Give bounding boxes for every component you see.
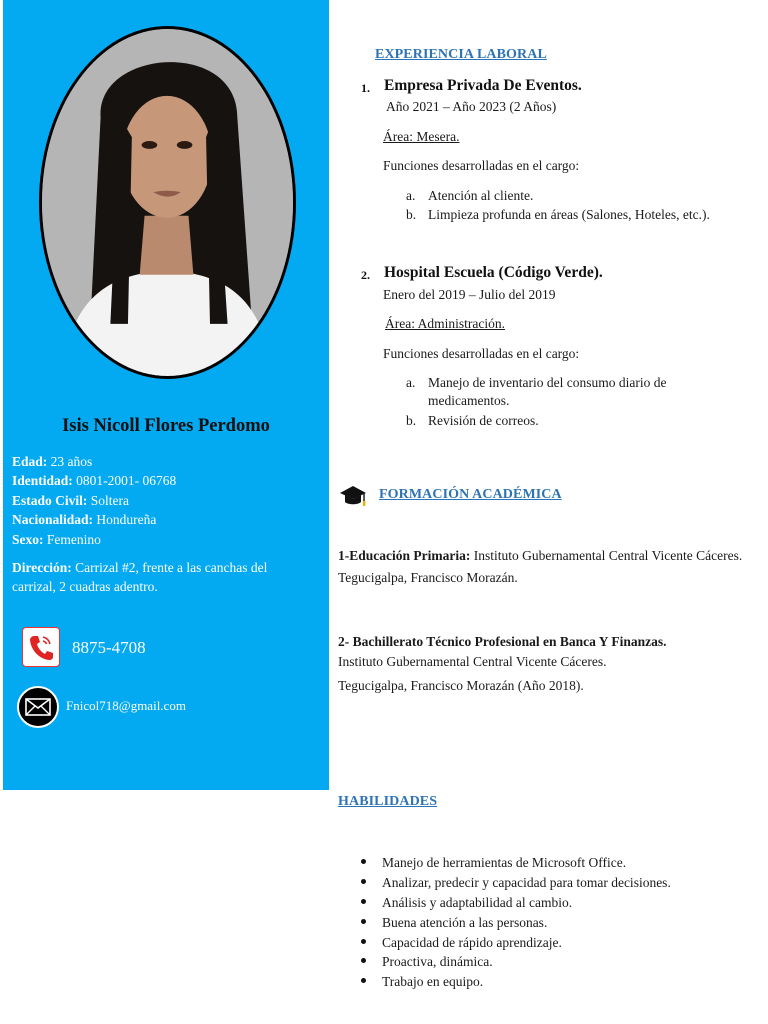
list-marker: b.: [406, 413, 417, 428]
info-label: Estado Civil:: [12, 492, 88, 508]
skill-text: Buena atención a las personas.: [382, 915, 548, 930]
info-age: [12, 452, 312, 471]
skill-item: [361, 895, 572, 911]
info-value: 23 años: [47, 454, 93, 469]
education-heading: 1-Educación Primaria:: [338, 548, 471, 563]
job-area: Área: Administración.: [385, 316, 505, 331]
bullet-dot: [361, 879, 366, 884]
skill-item: [361, 954, 493, 970]
education-location: Tegucigalpa, Francisco Morazán (Año 2018).: [338, 678, 584, 693]
job-area: Área: Mesera.: [383, 129, 460, 144]
graduation-cap-icon: [339, 484, 367, 508]
skill-text: Manejo de herramientas de Microsoft Office.: [382, 855, 627, 870]
education-title: FORMACIÓN ACADÉMICA: [379, 487, 562, 502]
info-value: Soltera: [87, 492, 130, 508]
list-text: Manejo de inventario del consumo diario de: [428, 375, 667, 390]
address-label: Dirección:: [12, 560, 72, 575]
phone-number[interactable]: 8875-4708: [72, 638, 146, 657]
education-item: [338, 545, 748, 589]
skill-item: [361, 935, 562, 951]
info-label: Nacionalidad:: [12, 512, 94, 528]
job-functions-label: Funciones desarrolladas en el cargo:: [383, 158, 580, 173]
job-period: Enero del 2019 – Julio del 2019: [383, 287, 556, 302]
envelope-icon: [17, 686, 59, 728]
info-label: Sexo:: [12, 531, 44, 547]
portrait-image: [42, 29, 293, 376]
envelope-icon-glyph: [25, 698, 51, 716]
experience-title: EXPERIENCIA LABORAL: [375, 47, 547, 62]
info-value: 0801-2001- 06768: [72, 473, 177, 489]
skills-title: HABILIDADES: [338, 794, 438, 809]
list-text: Revisión de correos.: [428, 413, 539, 428]
education-text: Instituto Gubernamental Central Vicente Cáceres.: [470, 548, 743, 563]
education-text: Instituto Gubernamental Central Vicente Cáceres.: [338, 654, 607, 669]
education-location: Tegucigalpa, Francisco Morazán.: [338, 570, 518, 585]
person-name: Isis Nicoll Flores Perdomo: [62, 416, 270, 436]
list-marker: b.: [406, 207, 417, 222]
info-label: Edad:: [12, 454, 48, 469]
job-company: Hospital Escuela (Código Verde).: [384, 264, 603, 281]
bullet-dot: [361, 859, 366, 864]
list-marker: a.: [406, 188, 416, 203]
info-sex: [12, 530, 312, 549]
list-text-continuation: medicamentos.: [428, 393, 510, 408]
bullet-dot: [361, 899, 366, 904]
skill-text: Trabajo en equipo.: [382, 974, 484, 989]
job-company: Empresa Privada De Eventos.: [384, 77, 582, 94]
bullet-dot: [361, 919, 366, 924]
bullet-dot: [361, 939, 366, 944]
skill-text: Análisis y adaptabilidad al cambio.: [382, 895, 573, 910]
email-link[interactable]: Fnicol718@gmail.com: [66, 698, 186, 713]
info-value: Femenino: [43, 531, 101, 547]
profile-sidebar: [3, 0, 329, 790]
phone-icon-glyph: [28, 633, 54, 661]
address-value: Carrizal #2, frente a las canchas del carrizal, 2 cuadras adentro.: [12, 560, 268, 594]
info-nationality: [12, 510, 312, 529]
job-period: Año 2021 – Año 2023 (2 Años): [386, 99, 557, 114]
skill-item: [361, 974, 483, 990]
list-text: Atención al cliente.: [428, 188, 534, 203]
skill-text: Proactiva, dinámica.: [382, 954, 493, 969]
skill-item: [361, 875, 671, 891]
info-civil-status: [12, 491, 312, 510]
skill-text: Analizar, predecir y capacidad para tomar decisiones.: [382, 875, 671, 890]
skill-item: [361, 855, 626, 871]
education-heading: 2- Bachillerato Técnico Profesional en Banca Y Finanzas.: [338, 634, 667, 649]
info-value: Hondureña: [93, 512, 157, 528]
info-label: Identidad:: [12, 473, 73, 489]
job-functions-label: Funciones desarrolladas en el cargo:: [383, 346, 580, 361]
profile-photo: [39, 26, 296, 379]
job-number: 2.: [361, 268, 370, 282]
skill-text: Capacidad de rápido aprendizaje.: [382, 935, 562, 950]
skill-item: [361, 915, 547, 931]
bullet-dot: [361, 958, 366, 963]
list-marker: a.: [406, 375, 416, 390]
info-id: [12, 471, 312, 490]
education-item: [338, 632, 748, 696]
personal-info: [12, 452, 312, 549]
job-number: 1.: [361, 81, 370, 95]
bullet-dot: [361, 978, 366, 983]
info-address: [12, 558, 312, 596]
phone-icon: [22, 627, 60, 667]
list-text: Limpieza profunda en áreas (Salones, Hoteles, etc.).: [428, 207, 710, 222]
